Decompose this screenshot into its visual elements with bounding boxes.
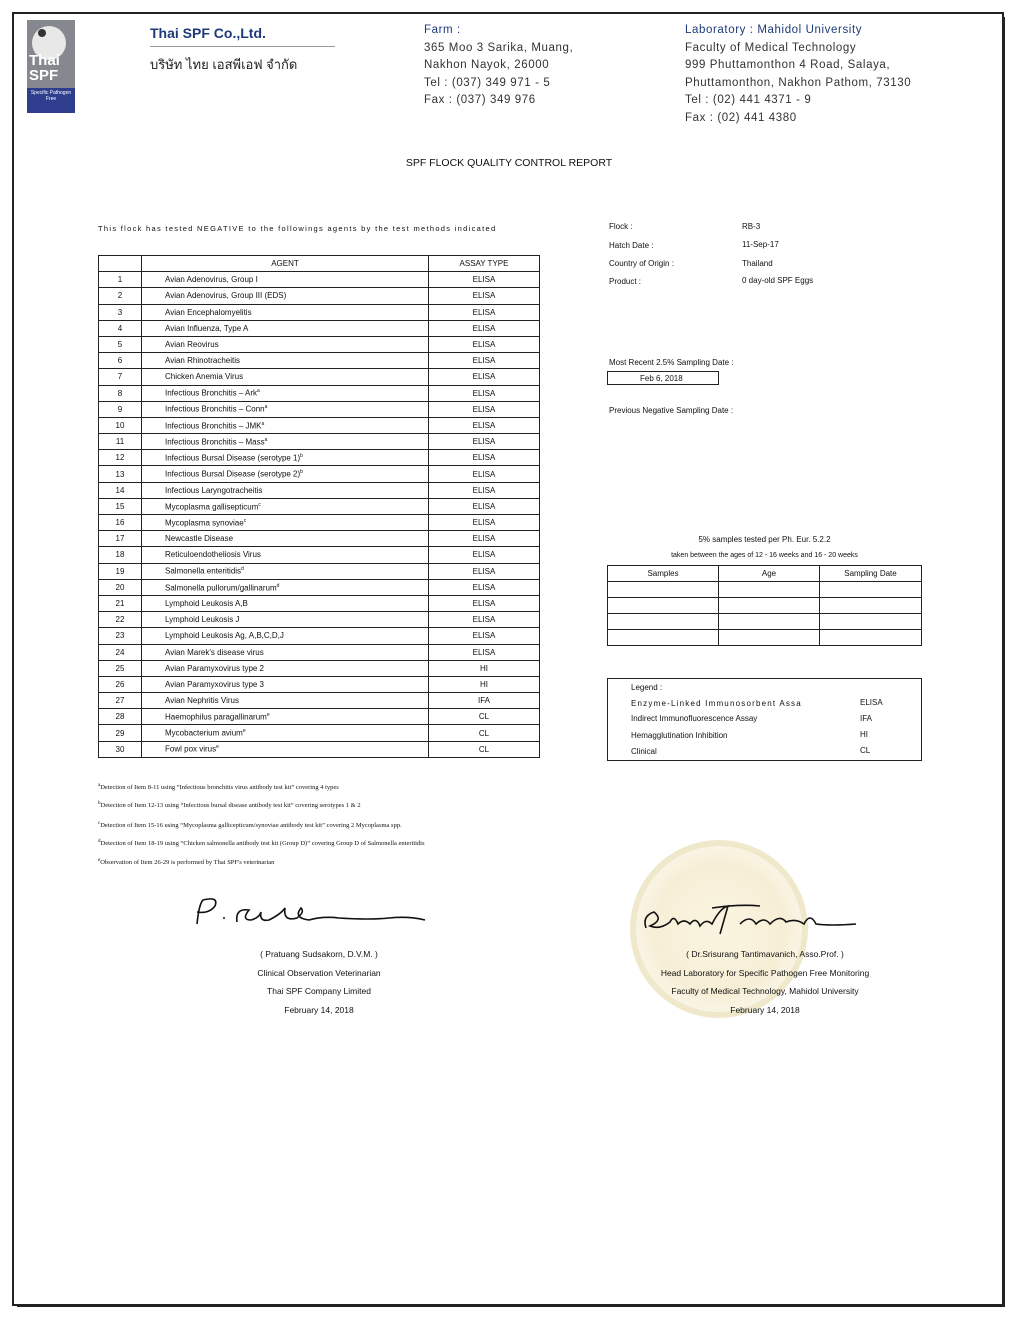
row-number: 24 <box>99 644 142 660</box>
row-number: 9 <box>99 401 142 417</box>
footnote: $^e$Observation of Item 26-29 is performed by Thai SPF's veterinarian <box>98 858 275 867</box>
row-number: 2 <box>99 288 142 304</box>
table-row <box>99 320 540 336</box>
footnote-mark: e <box>216 744 219 751</box>
row-number: 14 <box>99 482 142 498</box>
logo-band: Specific Pathogen Free <box>27 88 75 113</box>
report-page <box>14 14 1002 1304</box>
assay-type: ELISA <box>429 272 540 288</box>
row-number: 20 <box>99 579 142 595</box>
flock-value: RB-3 <box>742 222 761 231</box>
table-row <box>99 709 540 725</box>
thai-spf-logo <box>27 20 75 113</box>
samples-header-row <box>608 566 922 582</box>
row-number: 30 <box>99 741 142 757</box>
signature-left <box>189 894 429 934</box>
footnote: $^b$Detection of Item 12-13 using “Infectious bursal disease antibody test kit” covering serotypes 1 & 2 <box>98 801 361 810</box>
row-number: 19 <box>99 563 142 579</box>
header-agent: AGENT <box>142 256 429 272</box>
assay-type: HI <box>429 676 540 692</box>
table-row <box>99 741 540 757</box>
footnote-mark: d <box>241 566 244 573</box>
table-row <box>608 614 922 630</box>
header-age: Age <box>719 566 820 582</box>
footnote: $^a$Detection of Item 8-11 using “Infectious bronchitis virus antibody test kit” covering 4 types <box>98 783 339 792</box>
farm-line2: Nakhon Nayok, 26000 <box>424 59 550 71</box>
lab-line3: Phuttamonthon, Nakhon Pathom, 73130 <box>685 76 912 89</box>
flock-label: Flock : <box>609 222 633 231</box>
farm-heading: Farm : <box>424 24 461 36</box>
assay-type: ELISA <box>429 336 540 352</box>
assay-type: CL <box>429 725 540 741</box>
footnote-mark: a <box>257 388 260 395</box>
agent-name: Avian Influenza, Type A <box>142 320 429 336</box>
origin-value: Thailand <box>742 259 773 268</box>
agent-name: Lymphoid Leukosis A,B <box>142 595 429 611</box>
legend-abbr: IFA <box>860 714 873 723</box>
row-number: 12 <box>99 450 142 466</box>
table-row <box>99 450 540 466</box>
table-row <box>608 630 922 646</box>
assay-type: ELISA <box>429 563 540 579</box>
footnote-mark: a <box>264 436 268 443</box>
assay-type: ELISA <box>429 288 540 304</box>
agent-name: Reticuloendotheliosis Virus <box>142 547 429 563</box>
right-signatory-date: February 14, 2018 <box>730 1005 800 1015</box>
agent-name: Newcastle Disease <box>142 531 429 547</box>
assay-type: ELISA <box>429 482 540 498</box>
legend-abbr: ELISA <box>860 698 883 707</box>
table-row <box>99 304 540 320</box>
agent-name: Infectious Laryngotracheitis <box>142 482 429 498</box>
row-number: 5 <box>99 336 142 352</box>
row-number: 21 <box>99 595 142 611</box>
agent-name: Avian Marek's disease virus <box>142 644 429 660</box>
footnote-mark: c <box>258 501 261 508</box>
row-number: 4 <box>99 320 142 336</box>
farm-tel: Tel : (037) 349 971 - 5 <box>424 76 551 89</box>
assay-type: ELISA <box>429 385 540 401</box>
header-samples: Samples <box>608 566 719 582</box>
row-number: 11 <box>99 434 142 450</box>
footnote-mark: b <box>300 469 303 476</box>
assay-type: ELISA <box>429 417 540 433</box>
assay-type: ELISA <box>429 595 540 611</box>
agent-name: Infectious Bursal Disease (serotype 2)$^b$ <box>142 466 429 482</box>
legend-abbr: CL <box>860 746 871 755</box>
agent-name: Avian Paramyxovirus type 3 <box>142 676 429 692</box>
table-row <box>99 612 540 628</box>
row-number: 28 <box>99 709 142 725</box>
assay-type: CL <box>429 741 540 757</box>
lab-address <box>685 22 911 127</box>
table-row <box>99 579 540 595</box>
table-row <box>99 401 540 417</box>
table-row <box>99 498 540 514</box>
footnote-mark: a <box>261 420 265 427</box>
table-row <box>99 385 540 401</box>
row-number: 17 <box>99 531 142 547</box>
assay-type: ELISA <box>429 644 540 660</box>
logo-line2: SPF <box>29 67 59 84</box>
previous-sampling-label: Previous Negative Sampling Date : <box>609 406 734 415</box>
footnote: $^d$Detection of Item 18-19 using “Chicken salmonella antibody test kit (Group D)” covering Group D of Salmonella enteritidis <box>98 839 425 848</box>
row-number: 1 <box>99 272 142 288</box>
table-row <box>99 595 540 611</box>
assay-type: ELISA <box>429 320 540 336</box>
left-signatory-role: Clinical Observation Veterinarian <box>257 968 381 978</box>
table-row <box>99 482 540 498</box>
table-row <box>99 725 540 741</box>
row-number: 16 <box>99 515 142 531</box>
table-row <box>99 515 540 531</box>
agent-name: Avian Reovirus <box>142 336 429 352</box>
agent-name: Lymphoid Leukosis Ag, A,B,C,D,J <box>142 628 429 644</box>
report-title: SPF FLOCK QUALITY CONTROL REPORT <box>405 157 613 169</box>
right-signatory-org: Faculty of Medical Technology, Mahidol University <box>671 986 859 996</box>
hatch-label: Hatch Date : <box>609 241 654 250</box>
lab-line2: 999 Phuttamonthon 4 Road, Salaya, <box>685 59 891 71</box>
table-row <box>99 353 540 369</box>
legend-title: Legend : <box>631 683 663 692</box>
row-number: 18 <box>99 547 142 563</box>
header-assay: ASSAY TYPE <box>429 256 540 272</box>
left-signatory-name: ( Pratuang Sudsakorn, D.V.M. ) <box>260 949 378 959</box>
table-row <box>99 336 540 352</box>
lab-line1: Faculty of Medical Technology <box>685 41 857 54</box>
table-row <box>608 582 922 598</box>
agent-name: Avian Nephritis Virus <box>142 693 429 709</box>
assay-type: ELISA <box>429 466 540 482</box>
row-number: 8 <box>99 385 142 401</box>
farm-fax: Fax : (037) 349 976 <box>424 94 536 106</box>
row-number: 22 <box>99 612 142 628</box>
farm-address <box>424 22 573 110</box>
table-row <box>99 660 540 676</box>
row-number: 29 <box>99 725 142 741</box>
agent-name: Salmonella pullorum/gallinarum$^d$ <box>142 579 429 595</box>
assay-type: ELISA <box>429 434 540 450</box>
agent-name: Infectious Bursal Disease (serotype 1)$^b$ <box>142 450 429 466</box>
agent-name: Avian Adenovirus, Group III (EDS) <box>142 288 429 304</box>
footnote-mark: b <box>300 453 303 460</box>
table-row <box>99 531 540 547</box>
assay-type: CL <box>429 709 540 725</box>
agent-name: Avian Adenovirus, Group I <box>142 272 429 288</box>
company-name: Thai SPF Co.,Ltd. <box>150 25 266 41</box>
table-row <box>99 676 540 692</box>
agents-table <box>98 255 540 758</box>
assay-type: ELISA <box>429 401 540 417</box>
left-signatory-date: February 14, 2018 <box>284 1005 354 1015</box>
company-thai-name: บริษัท ไทย เอสพีเอฟ จำกัด <box>150 57 298 72</box>
row-number: 3 <box>99 304 142 320</box>
table-row <box>99 369 540 385</box>
agent-name: Fowl pox virus$^e$ <box>142 741 429 757</box>
hatch-value: 11-Sep-17 <box>742 240 779 249</box>
agent-name: Infectious Bronchitis – Ark$^a$ <box>142 385 429 401</box>
assay-type: ELISA <box>429 531 540 547</box>
origin-label: Country of Origin : <box>609 259 674 268</box>
agent-name: Lymphoid Leukosis J <box>142 612 429 628</box>
table-row <box>99 434 540 450</box>
footnote-mark: c <box>243 517 247 524</box>
legend-item: Enzyme-Linked Immunosorbent Assa <box>631 699 802 708</box>
assay-type: ELISA <box>429 579 540 595</box>
header-no <box>99 256 142 272</box>
assay-type: ELISA <box>429 450 540 466</box>
lab-fax: Fax : (02) 441 4380 <box>685 111 797 124</box>
recent-sampling-label: Most Recent 2.5% Sampling Date : <box>609 358 734 367</box>
table-header-row <box>99 256 540 272</box>
assay-type: ELISA <box>429 369 540 385</box>
table-row <box>99 547 540 563</box>
row-number: 7 <box>99 369 142 385</box>
row-number: 6 <box>99 353 142 369</box>
agent-name: Avian Encephalomyelitis <box>142 304 429 320</box>
table-row <box>99 644 540 660</box>
agent-name: Infectious Bronchitis – JMK$^a$ <box>142 417 429 433</box>
agent-name: Chicken Anemia Virus <box>142 369 429 385</box>
product-value: 0 day-old SPF Eggs <box>742 276 814 285</box>
agent-name: Infectious Bronchitis – Conn$^a$ <box>142 401 429 417</box>
ages-note: taken between the ages of 12 - 16 weeks and 16 - 20 weeks <box>671 552 858 559</box>
agent-name: Mycoplasma gallisepticum$^c$ <box>142 498 429 514</box>
row-number: 15 <box>99 498 142 514</box>
lab-tel: Tel : (02) 441 4371 - 9 <box>685 94 812 106</box>
row-number: 25 <box>99 660 142 676</box>
row-number: 23 <box>99 628 142 644</box>
assay-type: ELISA <box>429 515 540 531</box>
assay-type: ELISA <box>429 304 540 320</box>
agent-name: Avian Rhinotracheitis <box>142 353 429 369</box>
legend-abbr: HI <box>860 730 868 739</box>
samples-table <box>607 565 922 646</box>
five-pct-note: 5% samples tested per Ph. Eur. 5.2.2 <box>698 535 831 544</box>
assay-type: ELISA <box>429 498 540 514</box>
agent-name: Mycobacterium avium$^e$ <box>142 725 429 741</box>
signature-right <box>640 900 860 940</box>
recent-sampling-date: Feb 6, 2018 <box>607 371 719 385</box>
table-row <box>99 563 540 579</box>
row-number: 26 <box>99 676 142 692</box>
agent-name: Infectious Bronchitis – Mass$^a$ <box>142 434 429 450</box>
legend-box <box>607 678 922 761</box>
footnote: $^c$Detection of Item 15-16 using “Mycoplasma gallicepticum/synoviae antibody test kit” covering 2 Mycoplasma spp. <box>98 821 402 830</box>
agent-name: Haemophilus paragallinarum$^e$ <box>142 709 429 725</box>
assay-type: ELISA <box>429 628 540 644</box>
lab-heading: Laboratory : Mahidol University <box>685 24 863 36</box>
left-signatory-org: Thai SPF Company Limited <box>267 986 371 996</box>
table-row <box>99 693 540 709</box>
farm-line1: 365 Moo 3 Sarika, Muang, <box>424 41 574 54</box>
assay-type: ELISA <box>429 612 540 628</box>
row-number: 10 <box>99 417 142 433</box>
assay-type: IFA <box>429 693 540 709</box>
legend-item: Hemagglutination Inhibition <box>631 731 728 740</box>
legend-item: Indirect Immunofluorescence Assay <box>631 714 758 723</box>
row-number: 27 <box>99 693 142 709</box>
header-sampling-date: Sampling Date <box>820 566 922 582</box>
table-row <box>99 417 540 433</box>
footnote-mark: a <box>264 404 268 411</box>
row-number: 13 <box>99 466 142 482</box>
agent-name: Mycoplasma synoviae$^c$ <box>142 515 429 531</box>
footnote-mark: e <box>242 728 246 735</box>
table-row <box>608 598 922 614</box>
assay-type: ELISA <box>429 353 540 369</box>
divider <box>150 46 335 47</box>
right-signatory-role: Head Laboratory for Specific Pathogen Free Monitoring <box>660 968 870 978</box>
table-row <box>99 628 540 644</box>
logo-line1: Thai <box>29 52 60 69</box>
assay-type: ELISA <box>429 547 540 563</box>
table-row <box>99 466 540 482</box>
agent-name: Avian Paramyxovirus type 2 <box>142 660 429 676</box>
table-row <box>99 288 540 304</box>
right-signatory-name: ( Dr.Srisurang Tantimavanich, Asso.Prof. ) <box>686 949 844 959</box>
table-row <box>99 272 540 288</box>
legend-item: Clinical <box>631 747 657 756</box>
footnote-mark: d <box>276 582 280 589</box>
intro-statement: This flock has tested NEGATIVE to the followings agents by the test methods indicated <box>98 224 497 233</box>
product-label: Product : <box>609 277 642 286</box>
agent-name: Salmonella enteritidis$^d$ <box>142 563 429 579</box>
footnote-mark: e <box>266 712 270 719</box>
assay-type: HI <box>429 660 540 676</box>
